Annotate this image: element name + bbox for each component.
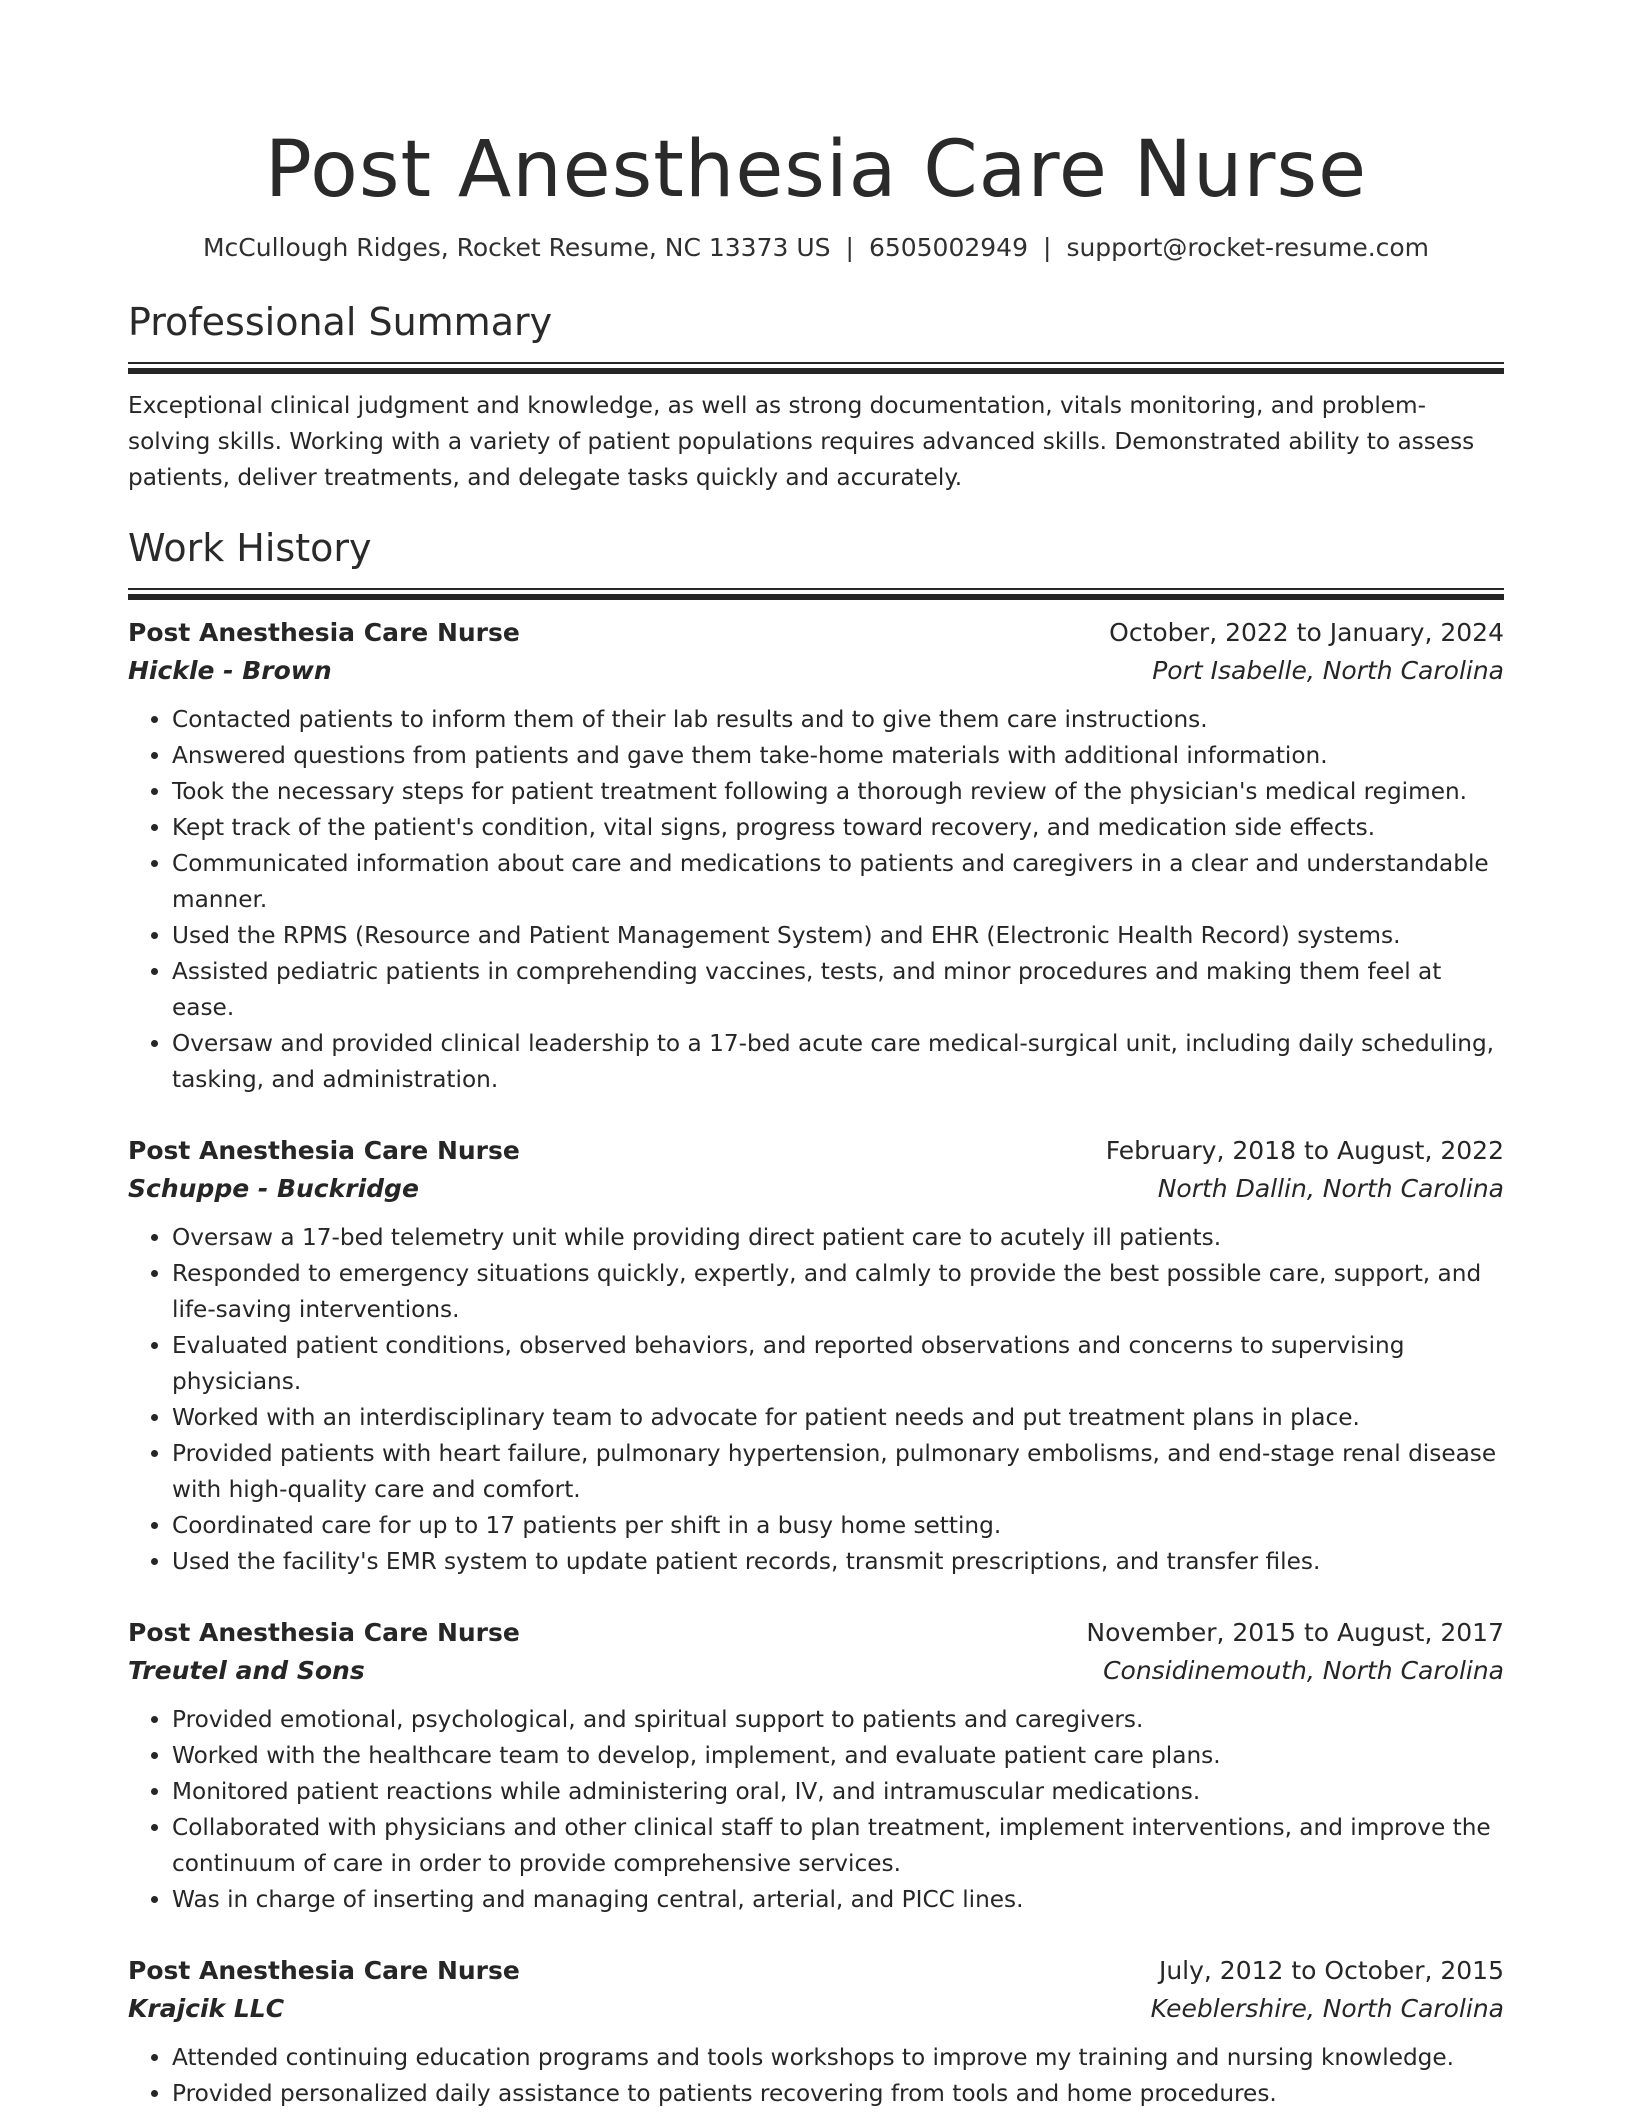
job-entry: [128, 614, 1504, 1098]
job-title: Post Anesthesia Care Nurse: [128, 1618, 520, 1647]
contact-email: support@rocket-resume.com: [1066, 233, 1430, 262]
list-item: • Evaluated patient conditions, observed behaviors, and reported observations and concerns to supervising physicians.: [172, 1328, 1504, 1400]
list-item: • Collaborated with physicians and other clinical staff to plan treatment, implement interventions, and improve the continuum of care in order to provide comprehensive services.: [172, 1810, 1504, 1882]
list-item: • Monitored patient reactions while administering oral, IV, and intramuscular medications.: [172, 1774, 1504, 1810]
list-item: • Kept track of the patient's condition, vital signs, progress toward recovery, and medication side effects.: [172, 810, 1504, 846]
section-divider: [128, 362, 1504, 374]
job-dates: July, 2012 to October, 2015: [1158, 1956, 1504, 1985]
job-subheader: [128, 1652, 1504, 1690]
list-item: • Was in charge of inserting and managing central, arterial, and PICC lines.: [172, 1882, 1504, 1918]
job-header: [128, 1614, 1504, 1652]
job-dates: February, 2018 to August, 2022: [1105, 1136, 1504, 1165]
list-item: • Attended continuing education programs and tools workshops to improve my training and nursing knowledge.: [172, 2040, 1504, 2076]
job-location: Considinemouth, North Carolina: [1103, 1656, 1504, 1685]
list-item: • Worked with the healthcare team to develop, implement, and evaluate patient care plans.: [172, 1738, 1504, 1774]
job-bullets: [128, 702, 1504, 1098]
list-item: • Oversaw and provided clinical leadership to a 17-bed acute care medical-surgical unit, including daily scheduling, tasking, and administration.: [172, 1026, 1504, 1098]
contact-phone: 6505002949: [868, 233, 1028, 262]
list-item: • Communicated information about care and medications to patients and caregivers in a clear and understandable manner.: [172, 846, 1504, 918]
list-item: • Oversaw a 17-bed telemetry unit while providing direct patient care to acutely ill patients.: [172, 1220, 1504, 1256]
summary-text: Exceptional clinical judgment and knowledge, as well as strong documentation, vitals monitoring, and problem-solving skills. Working with a variety of patient populations requires advanced skills. Demonstrated ability to assess patients, deliver treatments, and delegate tasks quickly and accurately.: [128, 392, 1475, 491]
work-history-section: [128, 522, 1504, 2112]
list-item: • Coordinated care for up to 17 patients per shift in a busy home setting.: [172, 1508, 1504, 1544]
job-company: Treutel and Sons: [128, 1656, 365, 1685]
list-item: • Provided emotional, psychological, and spiritual support to patients and caregivers.: [172, 1702, 1504, 1738]
list-item: • Used the facility's EMR system to update patient records, transmit prescriptions, and transfer files.: [172, 1544, 1504, 1580]
list-item: • Provided personalized daily assistance to patients recovering from tools and home procedures.: [172, 2076, 1504, 2112]
section-divider: [128, 588, 1504, 600]
job-company: Hickle - Brown: [128, 656, 332, 685]
job-bullets: [128, 1220, 1504, 1580]
list-item: • Worked with an interdisciplinary team to advocate for patient needs and put treatment plans in place.: [172, 1400, 1504, 1436]
job-subheader: [128, 652, 1504, 690]
job-dates: November, 2015 to August, 2017: [1086, 1618, 1504, 1647]
summary-section: [128, 296, 1504, 496]
list-item: • Responded to emergency situations quickly, expertly, and calmly to provide the best possible care, support, and life-saving interventions.: [172, 1256, 1504, 1328]
job-bullets: [128, 1702, 1504, 1918]
list-item: • Provided patients with heart failure, pulmonary hypertension, pulmonary embolisms, and end-stage renal disease with high-quality care and comfort.: [172, 1436, 1504, 1508]
summary-heading: Professional Summary: [128, 300, 553, 344]
job-entry: [128, 1132, 1504, 1580]
work-history-heading: Work History: [128, 526, 372, 570]
job-location: Keeblershire, North Carolina: [1150, 1994, 1504, 2023]
job-dates: October, 2022 to January, 2024: [1109, 618, 1504, 647]
candidate-name: Post Anesthesia Care Nurse: [264, 125, 1368, 215]
contact-separator: |: [845, 233, 854, 262]
job-location: Port Isabelle, North Carolina: [1152, 656, 1504, 685]
job-company: Schuppe - Buckridge: [128, 1174, 419, 1203]
job-list: [128, 614, 1504, 2112]
job-header: [128, 614, 1504, 652]
contact-address: McCullough Ridges, Rocket Resume, NC 13373 US: [202, 233, 831, 262]
list-item: • Took the necessary steps for patient treatment following a thorough review of the physician's medical regimen.: [172, 774, 1504, 810]
job-subheader: [128, 1990, 1504, 2028]
resume-page: [128, 118, 1504, 2112]
job-subheader: [128, 1170, 1504, 1208]
job-header: [128, 1952, 1504, 1990]
contact-separator: |: [1043, 233, 1052, 262]
job-bullets: [128, 2040, 1504, 2112]
job-company: Krajcik LLC: [128, 1994, 285, 2023]
job-location: North Dallin, North Carolina: [1157, 1174, 1504, 1203]
contact-line: [128, 230, 1504, 266]
list-item: • Contacted patients to inform them of their lab results and to give them care instructions.: [172, 702, 1504, 738]
job-header: [128, 1132, 1504, 1170]
list-item: • Used the RPMS (Resource and Patient Management System) and EHR (Electronic Health Record) systems.: [172, 918, 1504, 954]
job-title: Post Anesthesia Care Nurse: [128, 618, 520, 647]
list-item: • Answered questions from patients and gave them take-home materials with additional information.: [172, 738, 1504, 774]
job-entry: [128, 1952, 1504, 2112]
job-title: Post Anesthesia Care Nurse: [128, 1956, 520, 1985]
job-entry: [128, 1614, 1504, 1918]
list-item: • Assisted pediatric patients in comprehending vaccines, tests, and minor procedures and making them feel at ease.: [172, 954, 1504, 1026]
job-title: Post Anesthesia Care Nurse: [128, 1136, 520, 1165]
